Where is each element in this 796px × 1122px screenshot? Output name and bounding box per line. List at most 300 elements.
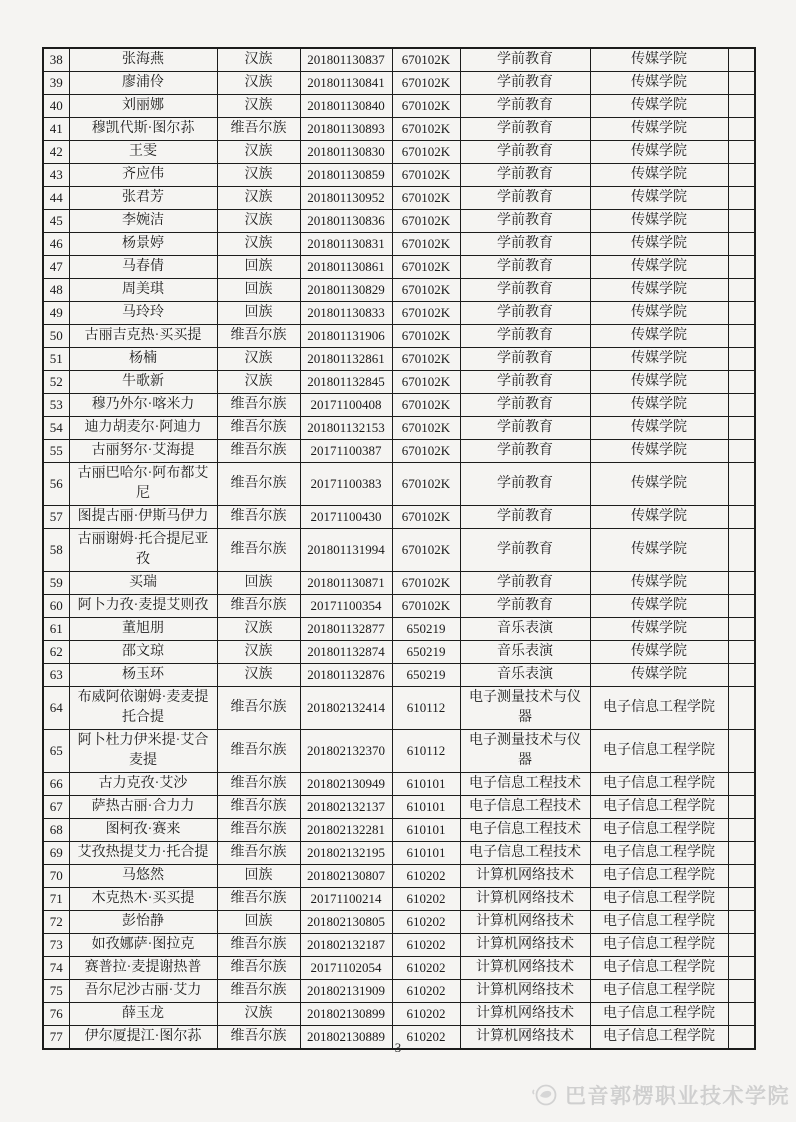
college-cell: 传媒学院: [590, 664, 728, 687]
major-code-cell: 670102K: [392, 348, 460, 371]
empty-cell: [728, 210, 755, 233]
ethnicity-cell: 维吾尔族: [217, 687, 300, 730]
name-cell: 薛玉龙: [69, 1003, 217, 1026]
major-code-cell: 610101: [392, 773, 460, 796]
student-id-cell: 201802132187: [300, 934, 392, 957]
row-number-cell: 40: [43, 95, 69, 118]
empty-cell: [728, 1003, 755, 1026]
major-code-cell: 610112: [392, 730, 460, 773]
table-row: [43, 618, 755, 641]
name-cell: 古丽谢姆·托合提尼亚孜: [69, 529, 217, 572]
major-cell: 学前教育: [460, 187, 590, 210]
college-cell: 传媒学院: [590, 164, 728, 187]
row-number-cell: 58: [43, 529, 69, 572]
major-cell: 学前教育: [460, 325, 590, 348]
row-number-cell: 75: [43, 980, 69, 1003]
empty-cell: [728, 141, 755, 164]
empty-cell: [728, 325, 755, 348]
major-code-cell: 670102K: [392, 187, 460, 210]
name-cell: 马玲玲: [69, 302, 217, 325]
row-number-cell: 56: [43, 463, 69, 506]
ethnicity-cell: 维吾尔族: [217, 417, 300, 440]
major-code-cell: 670102K: [392, 463, 460, 506]
name-cell: 穆乃外尔·喀米力: [69, 394, 217, 417]
college-cell: 传媒学院: [590, 325, 728, 348]
major-cell: 学前教育: [460, 118, 590, 141]
student-id-cell: 201801130831: [300, 233, 392, 256]
college-cell: 传媒学院: [590, 440, 728, 463]
college-cell: 传媒学院: [590, 256, 728, 279]
row-number-cell: 69: [43, 842, 69, 865]
major-code-cell: 610101: [392, 842, 460, 865]
ethnicity-cell: 汉族: [217, 618, 300, 641]
major-cell: 学前教育: [460, 210, 590, 233]
ethnicity-cell: 汉族: [217, 187, 300, 210]
row-number-cell: 50: [43, 325, 69, 348]
row-number-cell: 52: [43, 371, 69, 394]
student-id-cell: 201801132861: [300, 348, 392, 371]
table-row: [43, 687, 755, 730]
name-cell: 买瑞: [69, 572, 217, 595]
student-id-cell: 201802131909: [300, 980, 392, 1003]
table-row: [43, 641, 755, 664]
college-cell: 电子信息工程学院: [590, 687, 728, 730]
ethnicity-cell: 维吾尔族: [217, 957, 300, 980]
student-id-cell: 201801130833: [300, 302, 392, 325]
row-number-cell: 65: [43, 730, 69, 773]
major-code-cell: 610202: [392, 911, 460, 934]
student-id-cell: 201801132153: [300, 417, 392, 440]
name-cell: 伊尔厦提江·图尔荪: [69, 1026, 217, 1050]
empty-cell: [728, 687, 755, 730]
row-number-cell: 39: [43, 72, 69, 95]
name-cell: 吾尔尼沙古丽·艾力: [69, 980, 217, 1003]
name-cell: 张君芳: [69, 187, 217, 210]
ethnicity-cell: 回族: [217, 911, 300, 934]
student-id-cell: 20171102054: [300, 957, 392, 980]
table-row: [43, 164, 755, 187]
college-cell: 传媒学院: [590, 210, 728, 233]
college-cell: 电子信息工程学院: [590, 957, 728, 980]
major-cell: 计算机网络技术: [460, 911, 590, 934]
major-cell: 学前教育: [460, 279, 590, 302]
student-id-cell: 201802130805: [300, 911, 392, 934]
major-cell: 学前教育: [460, 302, 590, 325]
college-cell: 传媒学院: [590, 641, 728, 664]
major-cell: 电子信息工程技术: [460, 796, 590, 819]
major-cell: 计算机网络技术: [460, 1003, 590, 1026]
ethnicity-cell: 维吾尔族: [217, 730, 300, 773]
empty-cell: [728, 118, 755, 141]
empty-cell: [728, 641, 755, 664]
ethnicity-cell: 回族: [217, 572, 300, 595]
table-row: [43, 417, 755, 440]
empty-cell: [728, 819, 755, 842]
table-row: [43, 796, 755, 819]
row-number-cell: 61: [43, 618, 69, 641]
college-cell: 传媒学院: [590, 118, 728, 141]
major-code-cell: 670102K: [392, 506, 460, 529]
name-cell: 迪力胡麦尔·阿迪力: [69, 417, 217, 440]
major-code-cell: 670102K: [392, 417, 460, 440]
empty-cell: [728, 187, 755, 210]
name-cell: 木克热木·买买提: [69, 888, 217, 911]
major-cell: 学前教育: [460, 95, 590, 118]
student-id-cell: 201802130889: [300, 1026, 392, 1050]
empty-cell: [728, 842, 755, 865]
table-row: [43, 348, 755, 371]
major-code-cell: 610202: [392, 865, 460, 888]
ethnicity-cell: 汉族: [217, 164, 300, 187]
major-cell: 电子信息工程技术: [460, 773, 590, 796]
college-cell: 传媒学院: [590, 572, 728, 595]
table-row: [43, 865, 755, 888]
student-id-cell: 201801131906: [300, 325, 392, 348]
row-number-cell: 76: [43, 1003, 69, 1026]
empty-cell: [728, 506, 755, 529]
table-row: [43, 572, 755, 595]
ethnicity-cell: 维吾尔族: [217, 819, 300, 842]
college-cell: 传媒学院: [590, 529, 728, 572]
name-cell: 牛歌新: [69, 371, 217, 394]
student-id-cell: 20171100430: [300, 506, 392, 529]
ethnicity-cell: 汉族: [217, 95, 300, 118]
table-row: [43, 842, 755, 865]
table-row: [43, 980, 755, 1003]
major-code-cell: 670102K: [392, 595, 460, 618]
name-cell: 邵文琼: [69, 641, 217, 664]
student-id-cell: 201801131994: [300, 529, 392, 572]
college-cell: 传媒学院: [590, 348, 728, 371]
college-cell: 传媒学院: [590, 95, 728, 118]
ethnicity-cell: 汉族: [217, 1003, 300, 1026]
empty-cell: [728, 664, 755, 687]
student-id-cell: 201801130871: [300, 572, 392, 595]
table-row: [43, 210, 755, 233]
name-cell: 杨楠: [69, 348, 217, 371]
empty-cell: [728, 730, 755, 773]
major-code-cell: 650219: [392, 664, 460, 687]
student-id-cell: 201802132281: [300, 819, 392, 842]
student-id-cell: 201802130899: [300, 1003, 392, 1026]
empty-cell: [728, 911, 755, 934]
student-id-cell: 201802132137: [300, 796, 392, 819]
empty-cell: [728, 164, 755, 187]
name-cell: 古丽努尔·艾海提: [69, 440, 217, 463]
name-cell: 古丽吉克热·买买提: [69, 325, 217, 348]
table-row: [43, 664, 755, 687]
row-number-cell: 60: [43, 595, 69, 618]
table-row: [43, 95, 755, 118]
table-row: [43, 440, 755, 463]
major-cell: 学前教育: [460, 233, 590, 256]
row-number-cell: 57: [43, 506, 69, 529]
row-number-cell: 68: [43, 819, 69, 842]
name-cell: 如孜娜萨·图拉克: [69, 934, 217, 957]
ethnicity-cell: 汉族: [217, 371, 300, 394]
ethnicity-cell: 维吾尔族: [217, 325, 300, 348]
major-cell: 学前教育: [460, 164, 590, 187]
student-id-cell: 201802132414: [300, 687, 392, 730]
major-code-cell: 670102K: [392, 164, 460, 187]
table-row: [43, 256, 755, 279]
row-number-cell: 51: [43, 348, 69, 371]
ethnicity-cell: 汉族: [217, 641, 300, 664]
empty-cell: [728, 256, 755, 279]
empty-cell: [728, 348, 755, 371]
row-number-cell: 71: [43, 888, 69, 911]
college-cell: 电子信息工程学院: [590, 1026, 728, 1050]
empty-cell: [728, 572, 755, 595]
ethnicity-cell: 维吾尔族: [217, 595, 300, 618]
row-number-cell: 70: [43, 865, 69, 888]
name-cell: 古力克孜·艾沙: [69, 773, 217, 796]
name-cell: 王雯: [69, 141, 217, 164]
table-row: [43, 506, 755, 529]
empty-cell: [728, 463, 755, 506]
student-id-cell: 201801130836: [300, 210, 392, 233]
major-code-cell: 670102K: [392, 118, 460, 141]
student-id-cell: 201801132874: [300, 641, 392, 664]
table-row: [43, 819, 755, 842]
name-cell: 董旭朋: [69, 618, 217, 641]
name-cell: 李婉洁: [69, 210, 217, 233]
major-cell: 音乐表演: [460, 618, 590, 641]
row-number-cell: 41: [43, 118, 69, 141]
major-code-cell: 610101: [392, 796, 460, 819]
major-code-cell: 670102K: [392, 302, 460, 325]
major-code-cell: 610202: [392, 934, 460, 957]
student-id-cell: 201801132877: [300, 618, 392, 641]
major-code-cell: 610101: [392, 819, 460, 842]
empty-cell: [728, 529, 755, 572]
empty-cell: [728, 371, 755, 394]
student-id-cell: 201801130859: [300, 164, 392, 187]
table-row: [43, 233, 755, 256]
table-row: [43, 463, 755, 506]
college-cell: 传媒学院: [590, 595, 728, 618]
name-cell: 杨玉环: [69, 664, 217, 687]
table-row: [43, 957, 755, 980]
student-id-cell: 201802132195: [300, 842, 392, 865]
table-row: [43, 888, 755, 911]
empty-cell: [728, 48, 755, 72]
table-row: [43, 48, 755, 72]
ethnicity-cell: 维吾尔族: [217, 796, 300, 819]
ethnicity-cell: 汉族: [217, 48, 300, 72]
empty-cell: [728, 934, 755, 957]
name-cell: 穆凯代斯·图尔荪: [69, 118, 217, 141]
ethnicity-cell: 回族: [217, 865, 300, 888]
name-cell: 赛普拉·麦提谢热普: [69, 957, 217, 980]
major-cell: 计算机网络技术: [460, 957, 590, 980]
college-cell: 传媒学院: [590, 72, 728, 95]
college-cell: 传媒学院: [590, 618, 728, 641]
major-code-cell: 610112: [392, 687, 460, 730]
student-id-cell: 20171100214: [300, 888, 392, 911]
major-code-cell: 670102K: [392, 371, 460, 394]
empty-cell: [728, 957, 755, 980]
table-row: [43, 1003, 755, 1026]
major-cell: 电子信息工程技术: [460, 842, 590, 865]
major-code-cell: 670102K: [392, 394, 460, 417]
college-seal-icon: [531, 1082, 558, 1109]
student-id-cell: 201801132876: [300, 664, 392, 687]
row-number-cell: 64: [43, 687, 69, 730]
student-id-cell: 20171100383: [300, 463, 392, 506]
college-cell: 电子信息工程学院: [590, 773, 728, 796]
major-code-cell: 610202: [392, 888, 460, 911]
table-row: [43, 118, 755, 141]
major-cell: 学前教育: [460, 572, 590, 595]
student-id-cell: 201801130893: [300, 118, 392, 141]
table-row: [43, 371, 755, 394]
college-cell: 传媒学院: [590, 48, 728, 72]
ethnicity-cell: 汉族: [217, 72, 300, 95]
name-cell: 古丽巴哈尔·阿布都艾尼: [69, 463, 217, 506]
empty-cell: [728, 618, 755, 641]
name-cell: 布威阿依谢姆·麦麦提托合提: [69, 687, 217, 730]
ethnicity-cell: 维吾尔族: [217, 394, 300, 417]
ethnicity-cell: 维吾尔族: [217, 842, 300, 865]
name-cell: 图柯孜·赛来: [69, 819, 217, 842]
name-cell: 图提古丽·伊斯马伊力: [69, 506, 217, 529]
major-code-cell: 650219: [392, 618, 460, 641]
major-cell: 学前教育: [460, 48, 590, 72]
name-cell: 齐应伟: [69, 164, 217, 187]
college-cell: 电子信息工程学院: [590, 911, 728, 934]
ethnicity-cell: 维吾尔族: [217, 529, 300, 572]
table-row: [43, 730, 755, 773]
row-number-cell: 66: [43, 773, 69, 796]
major-cell: 学前教育: [460, 417, 590, 440]
major-code-cell: 650219: [392, 641, 460, 664]
major-code-cell: 610202: [392, 957, 460, 980]
empty-cell: [728, 95, 755, 118]
college-cell: 电子信息工程学院: [590, 934, 728, 957]
ethnicity-cell: 维吾尔族: [217, 1026, 300, 1050]
major-code-cell: 610202: [392, 1003, 460, 1026]
table-row: [43, 394, 755, 417]
college-cell: 传媒学院: [590, 302, 728, 325]
major-code-cell: 670102K: [392, 210, 460, 233]
name-cell: 周美琪: [69, 279, 217, 302]
footer-watermark: [531, 1080, 790, 1110]
student-id-cell: 201801132845: [300, 371, 392, 394]
empty-cell: [728, 72, 755, 95]
row-number-cell: 46: [43, 233, 69, 256]
row-number-cell: 54: [43, 417, 69, 440]
student-id-cell: 201801130861: [300, 256, 392, 279]
major-code-cell: 670102K: [392, 141, 460, 164]
major-cell: 计算机网络技术: [460, 1026, 590, 1050]
college-cell: 传媒学院: [590, 279, 728, 302]
row-number-cell: 59: [43, 572, 69, 595]
empty-cell: [728, 302, 755, 325]
ethnicity-cell: 维吾尔族: [217, 506, 300, 529]
page-number: 3: [394, 1040, 402, 1055]
college-cell: 电子信息工程学院: [590, 796, 728, 819]
ethnicity-cell: 维吾尔族: [217, 934, 300, 957]
major-cell: 学前教育: [460, 394, 590, 417]
table-row: [43, 934, 755, 957]
major-cell: 计算机网络技术: [460, 934, 590, 957]
row-number-cell: 47: [43, 256, 69, 279]
major-cell: 音乐表演: [460, 641, 590, 664]
name-cell: 萨热古丽·合力力: [69, 796, 217, 819]
ethnicity-cell: 维吾尔族: [217, 440, 300, 463]
college-cell: 传媒学院: [590, 371, 728, 394]
ethnicity-cell: 汉族: [217, 233, 300, 256]
major-code-cell: 610202: [392, 980, 460, 1003]
student-roster-table: [42, 47, 756, 1050]
empty-cell: [728, 980, 755, 1003]
college-cell: 电子信息工程学院: [590, 865, 728, 888]
major-cell: 学前教育: [460, 529, 590, 572]
empty-cell: [728, 417, 755, 440]
row-number-cell: 44: [43, 187, 69, 210]
empty-cell: [728, 796, 755, 819]
table-row: [43, 279, 755, 302]
college-cell: 电子信息工程学院: [590, 819, 728, 842]
major-cell: 学前教育: [460, 440, 590, 463]
row-number-cell: 72: [43, 911, 69, 934]
ethnicity-cell: 维吾尔族: [217, 980, 300, 1003]
major-cell: 学前教育: [460, 371, 590, 394]
name-cell: 阿卜力孜·麦提艾则孜: [69, 595, 217, 618]
ethnicity-cell: 回族: [217, 302, 300, 325]
empty-cell: [728, 394, 755, 417]
name-cell: 艾孜热提艾力·托合提: [69, 842, 217, 865]
row-number-cell: 42: [43, 141, 69, 164]
ethnicity-cell: 回族: [217, 279, 300, 302]
major-code-cell: 670102K: [392, 279, 460, 302]
table-row: [43, 325, 755, 348]
empty-cell: [728, 233, 755, 256]
empty-cell: [728, 865, 755, 888]
student-id-cell: 201801130840: [300, 95, 392, 118]
table-row: [43, 141, 755, 164]
student-id-cell: 201802130949: [300, 773, 392, 796]
row-number-cell: 53: [43, 394, 69, 417]
name-cell: 张海燕: [69, 48, 217, 72]
ethnicity-cell: 回族: [217, 256, 300, 279]
major-cell: 学前教育: [460, 72, 590, 95]
name-cell: 廖浦伶: [69, 72, 217, 95]
college-cell: 传媒学院: [590, 417, 728, 440]
major-cell: 学前教育: [460, 506, 590, 529]
student-id-cell: 20171100387: [300, 440, 392, 463]
table-row: [43, 595, 755, 618]
college-cell: 电子信息工程学院: [590, 888, 728, 911]
ethnicity-cell: 汉族: [217, 210, 300, 233]
row-number-cell: 49: [43, 302, 69, 325]
empty-cell: [728, 888, 755, 911]
college-cell: 电子信息工程学院: [590, 1003, 728, 1026]
empty-cell: [728, 279, 755, 302]
college-cell: 传媒学院: [590, 187, 728, 210]
major-cell: 学前教育: [460, 595, 590, 618]
major-cell: 计算机网络技术: [460, 888, 590, 911]
table-row: [43, 302, 755, 325]
empty-cell: [728, 595, 755, 618]
student-id-cell: 201801130841: [300, 72, 392, 95]
student-id-cell: 201802132370: [300, 730, 392, 773]
college-cell: 电子信息工程学院: [590, 980, 728, 1003]
row-number-cell: 48: [43, 279, 69, 302]
major-code-cell: 670102K: [392, 233, 460, 256]
major-cell: 学前教育: [460, 463, 590, 506]
